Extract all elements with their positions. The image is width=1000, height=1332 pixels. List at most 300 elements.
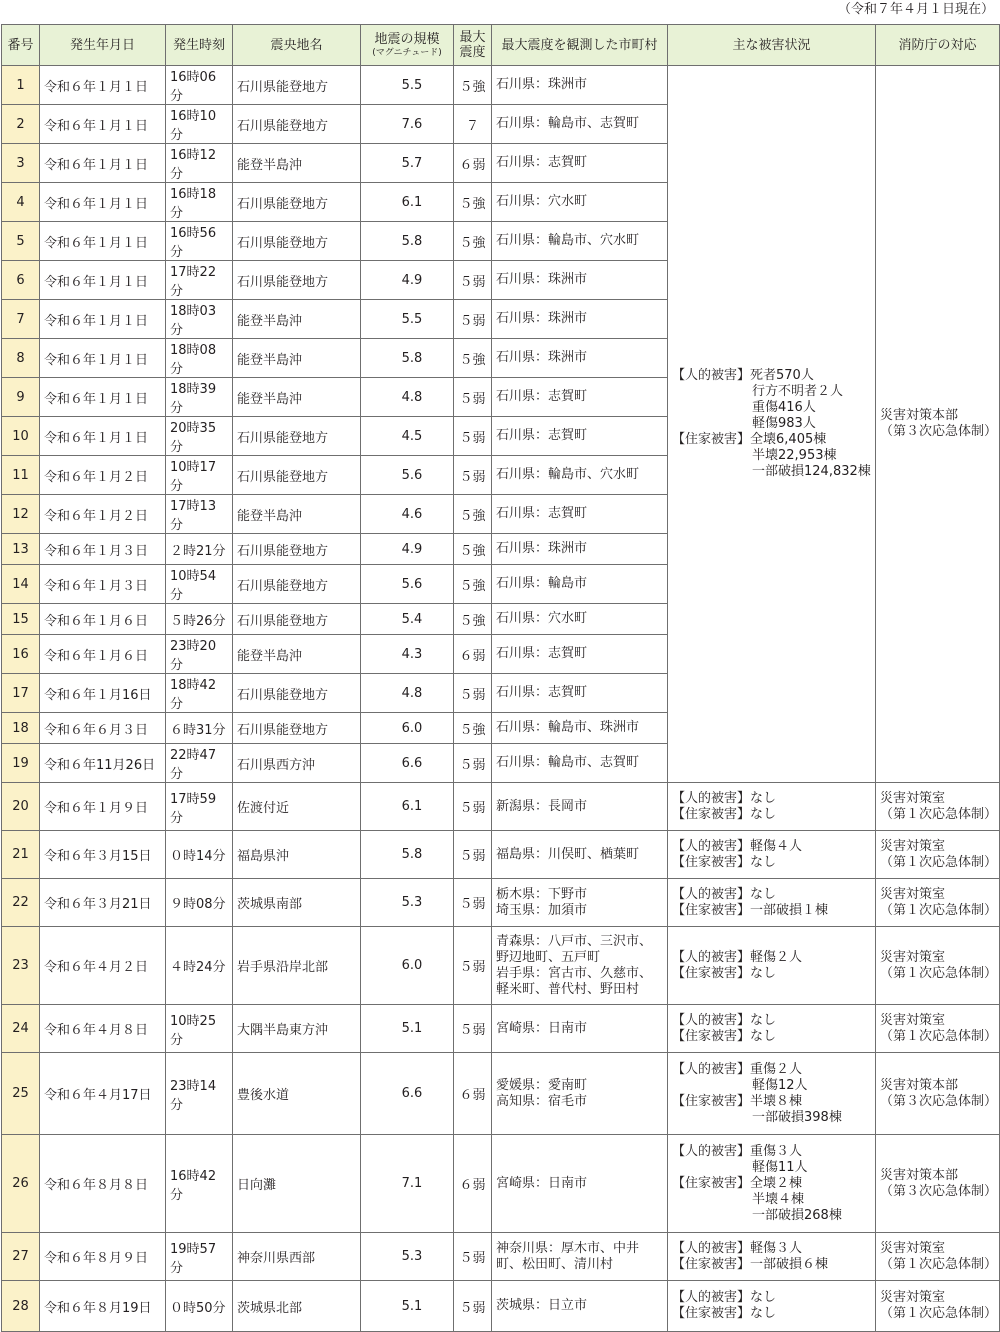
damage-value: 軽傷４人: [750, 838, 803, 854]
row-date: 令和６年３月15日: [40, 831, 166, 879]
damage-value: なし: [750, 886, 777, 902]
row-intensity: ６弱: [454, 144, 492, 183]
row-epicenter: 石川県能登地方: [233, 713, 361, 744]
row-magnitude: 4.5: [361, 417, 454, 456]
row-municipality: [492, 635, 668, 674]
row-damage: [668, 927, 876, 1005]
row-intensity: ５弱: [454, 300, 492, 339]
row-number: 15: [2, 604, 40, 635]
row-intensity: ６弱: [454, 1135, 492, 1233]
row-epicenter: 能登半島沖: [233, 378, 361, 417]
damage-value: なし: [750, 965, 777, 981]
response-line: （第１次応急体制）: [880, 965, 998, 981]
municipality-line: 石川県：輪島市、穴水町: [496, 467, 640, 482]
municipality-line: 石川県：輪島市、志賀町: [496, 116, 640, 131]
row-response: [876, 879, 1000, 927]
row-time: 16時12分: [166, 144, 233, 183]
row-number: 21: [2, 831, 40, 879]
row-magnitude: 6.1: [361, 783, 454, 831]
row-municipality: [492, 66, 668, 105]
row-time: ０時14分: [166, 831, 233, 879]
row-municipality: [492, 831, 668, 879]
row-epicenter: 茨城県南部: [233, 879, 361, 927]
row-epicenter: 石川県能登地方: [233, 105, 361, 144]
row-magnitude: 4.9: [361, 534, 454, 565]
row-intensity: ５強: [454, 183, 492, 222]
municipality-line: 石川県：輪島市、志賀町: [496, 755, 640, 770]
row-date: 令和６年６月３日: [40, 713, 166, 744]
damage-category: 【住家被害】: [672, 854, 751, 870]
damage-line: [672, 1257, 871, 1273]
row-magnitude: 5.6: [361, 565, 454, 604]
damage-line: [672, 1110, 871, 1126]
row-number: 24: [2, 1005, 40, 1053]
damage-line: [672, 966, 871, 982]
damage-value: なし: [750, 1012, 777, 1028]
table-row: [2, 1281, 1000, 1332]
row-intensity: ５強: [454, 222, 492, 261]
municipality-line: 石川県：珠洲市: [496, 541, 588, 556]
row-number: 23: [2, 927, 40, 1005]
damage-category: 【人的被害】: [672, 949, 751, 965]
municipality-line: 石川県：志賀町: [496, 428, 588, 443]
damage-line: [672, 903, 871, 919]
damage-value: なし: [750, 806, 777, 822]
row-date: 令和６年８月８日: [40, 1135, 166, 1233]
row-magnitude: 7.6: [361, 105, 454, 144]
damage-category: 【住家被害】: [672, 1306, 751, 1321]
row-magnitude: 5.8: [361, 339, 454, 378]
row-magnitude: 6.0: [361, 927, 454, 1005]
damage-line: [672, 1192, 871, 1208]
table-row: [2, 831, 1000, 879]
row-municipality: [492, 744, 668, 783]
row-magnitude: 5.5: [361, 300, 454, 339]
earthquake-table: [1, 24, 1000, 1332]
response-line: （第３次応急体制）: [880, 424, 998, 439]
response-line: 災害対策本部: [880, 1077, 959, 1093]
row-magnitude: 4.8: [361, 674, 454, 713]
row-number: 3: [2, 144, 40, 183]
row-response: [876, 1053, 1000, 1135]
row-date: 令和６年１月１日: [40, 339, 166, 378]
row-number: 25: [2, 1053, 40, 1135]
row-date: 令和６年８月19日: [40, 1281, 166, 1332]
row-intensity: ５弱: [454, 378, 492, 417]
row-intensity: ５強: [454, 534, 492, 565]
damage-line: [672, 464, 871, 480]
row-number: 11: [2, 456, 40, 495]
row-number: 12: [2, 495, 40, 534]
damage-category: 【人的被害】: [672, 886, 751, 902]
row-municipality: [492, 222, 668, 261]
damage-value: 一部破損６棟: [750, 1256, 829, 1272]
row-number: 16: [2, 635, 40, 674]
row-time: 20時35分: [166, 417, 233, 456]
row-epicenter: 大隅半島東方沖: [233, 1005, 361, 1053]
damage-category: 【人的被害】: [672, 838, 751, 854]
damage-category: 【住家被害】: [672, 965, 751, 981]
row-municipality: [492, 417, 668, 456]
municipality-line: 岩手県：宮古市、久慈市、: [496, 965, 653, 981]
municipality-line: 石川県：珠洲市: [496, 272, 588, 287]
municipality-line: 宮崎県：日南市: [496, 1020, 588, 1036]
row-date: 令和６年３月21日: [40, 879, 166, 927]
row-number: 27: [2, 1233, 40, 1281]
row-intensity: ５弱: [454, 1233, 492, 1281]
row-magnitude: 5.1: [361, 1281, 454, 1332]
row-epicenter: 能登半島沖: [233, 339, 361, 378]
row-date: 令和６年１月３日: [40, 565, 166, 604]
row-intensity: ５強: [454, 495, 492, 534]
damage-category: 【住家被害】: [672, 1093, 751, 1109]
row-municipality: [492, 604, 668, 635]
damage-category: 【人的被害】: [672, 368, 751, 383]
row-epicenter: 石川県能登地方: [233, 604, 361, 635]
damage-value: 重傷416人: [752, 400, 816, 415]
damage-value: 軽傷３人: [750, 1240, 803, 1256]
row-municipality: [492, 713, 668, 744]
row-intensity: ５弱: [454, 261, 492, 300]
municipality-line: 石川県：志賀町: [496, 155, 588, 170]
municipality-line: 石川県：志賀町: [496, 646, 588, 661]
table-body: [2, 66, 1000, 1332]
municipality-line: 石川県：志賀町: [496, 685, 588, 700]
municipality-line: 石川県：輪島市、穴水町: [496, 233, 640, 248]
row-damage: [668, 879, 876, 927]
row-damage: [668, 1135, 876, 1233]
row-intensity: ５強: [454, 565, 492, 604]
row-date: 令和６年１月１日: [40, 222, 166, 261]
row-time: ６時31分: [166, 713, 233, 744]
row-epicenter: 能登半島沖: [233, 300, 361, 339]
row-municipality: [492, 1281, 668, 1332]
response-line: 災害対策室: [880, 949, 946, 965]
row-epicenter: 日向灘: [233, 1135, 361, 1233]
table-row: [2, 1053, 1000, 1135]
damage-line: [672, 368, 871, 384]
row-epicenter: 神奈川県西部: [233, 1233, 361, 1281]
damage-category: 【人的被害】: [672, 790, 751, 806]
row-municipality: [492, 783, 668, 831]
table-row: [2, 1005, 1000, 1053]
row-magnitude: 4.8: [361, 378, 454, 417]
damage-line: [672, 1241, 871, 1257]
row-municipality: [492, 1233, 668, 1281]
municipality-line: 軽米町、普代村、野田村: [496, 981, 640, 997]
row-time: 16時56分: [166, 222, 233, 261]
municipality-line: 宮崎県：日南市: [496, 1175, 588, 1191]
row-number: 17: [2, 674, 40, 713]
row-number: 7: [2, 300, 40, 339]
row-time: 10時25分: [166, 1005, 233, 1053]
row-damage: [668, 1053, 876, 1135]
damage-value: なし: [750, 790, 777, 806]
row-epicenter: 石川県能登地方: [233, 456, 361, 495]
damage-value: 半壊22,953棟: [752, 448, 837, 463]
row-epicenter: 能登半島沖: [233, 144, 361, 183]
damage-value: 全壊6,405棟: [750, 432, 827, 447]
table-row: [2, 783, 1000, 831]
damage-value: 重傷３人: [750, 1143, 803, 1159]
row-intensity: ５弱: [454, 744, 492, 783]
row-time: ５時26分: [166, 604, 233, 635]
row-magnitude: 5.4: [361, 604, 454, 635]
row-municipality: [492, 339, 668, 378]
row-time: 16時18分: [166, 183, 233, 222]
row-epicenter: 石川県能登地方: [233, 66, 361, 105]
row-magnitude: 4.9: [361, 261, 454, 300]
row-magnitude: 6.0: [361, 713, 454, 744]
row-time: 10時17分: [166, 456, 233, 495]
municipality-line: 石川県：珠洲市: [496, 311, 588, 326]
row-magnitude: 5.5: [361, 66, 454, 105]
row-epicenter: 石川県能登地方: [233, 261, 361, 300]
row-epicenter: 石川県能登地方: [233, 222, 361, 261]
row-magnitude: 5.7: [361, 144, 454, 183]
damage-line: [672, 1078, 871, 1094]
header-no: 番号: [2, 25, 40, 66]
row-epicenter: 石川県能登地方: [233, 183, 361, 222]
damage-line: [672, 1094, 871, 1110]
row-municipality: [492, 378, 668, 417]
municipality-line: 石川県：輪島市、珠洲市: [496, 720, 640, 735]
row-magnitude: 5.8: [361, 222, 454, 261]
header-magnitude: [361, 25, 454, 66]
municipality-line: 野辺地町、五戸町: [496, 949, 601, 965]
row-magnitude: 5.8: [361, 831, 454, 879]
damage-value: 死者570人: [750, 368, 814, 383]
municipality-line: 青森県：八戸市、三沢市、: [496, 933, 653, 949]
row-date: 令和６年４月８日: [40, 1005, 166, 1053]
damage-value: 軽傷983人: [752, 416, 816, 431]
municipality-line: 町、松田町、清川村: [496, 1256, 614, 1272]
row-number: 22: [2, 879, 40, 927]
response-line: （第１次応急体制）: [880, 1028, 998, 1044]
row-date: 令和６年１月２日: [40, 495, 166, 534]
row-municipality: [492, 144, 668, 183]
damage-category: 【人的被害】: [672, 1240, 751, 1256]
damage-line: [672, 448, 871, 464]
row-response: [876, 1135, 1000, 1233]
row-time: 17時59分: [166, 783, 233, 831]
damage-category: 【住家被害】: [672, 432, 751, 447]
row-intensity: ５弱: [454, 879, 492, 927]
row-number: 10: [2, 417, 40, 456]
damage-line: [672, 887, 871, 903]
damage-line: [672, 855, 871, 871]
response-line: 災害対策室: [880, 886, 946, 902]
row-intensity: ５弱: [454, 1005, 492, 1053]
row-municipality: [492, 456, 668, 495]
row-epicenter: 岩手県沿岸北部: [233, 927, 361, 1005]
row-municipality: [492, 1005, 668, 1053]
row-date: 令和６年１月９日: [40, 783, 166, 831]
row-magnitude: 6.6: [361, 1053, 454, 1135]
municipality-line: 栃木県：下野市: [496, 886, 588, 902]
damage-line: [672, 384, 871, 400]
row-time: 18時08分: [166, 339, 233, 378]
row-municipality: [492, 261, 668, 300]
damage-category: 【住家被害】: [672, 1028, 751, 1044]
damage-line: [672, 1208, 871, 1224]
row-response: [876, 1281, 1000, 1332]
header-max-intensity-l2: 震度: [459, 45, 486, 60]
damage-value: 一部破損268棟: [752, 1207, 842, 1223]
row-time: 18時03分: [166, 300, 233, 339]
row-damage: [668, 831, 876, 879]
damage-value: 一部破損398棟: [752, 1109, 842, 1125]
response-line: （第１次応急体制）: [880, 902, 998, 918]
damage-category: 【人的被害】: [672, 1061, 751, 1077]
table-row: [2, 66, 1000, 105]
row-intensity: ５強: [454, 604, 492, 635]
row-time: 18時42分: [166, 674, 233, 713]
header-max-intensity: [454, 25, 492, 66]
row-date: 令和６年１月１日: [40, 144, 166, 183]
damage-line: [672, 1062, 871, 1078]
row-date: 令和６年１月１日: [40, 261, 166, 300]
row-magnitude: 7.1: [361, 1135, 454, 1233]
noto-damage-summary: [668, 66, 876, 783]
row-damage: [668, 1281, 876, 1332]
row-epicenter: 石川県能登地方: [233, 417, 361, 456]
row-intensity: ５強: [454, 66, 492, 105]
response-line: 災害対策室: [880, 838, 946, 854]
damage-line: [672, 1306, 871, 1322]
row-intensity: ５弱: [454, 674, 492, 713]
municipality-line: 石川県：穴水町: [496, 611, 588, 626]
row-time: ２時21分: [166, 534, 233, 565]
row-epicenter: 福島県沖: [233, 831, 361, 879]
row-date: 令和６年１月１日: [40, 66, 166, 105]
response-line: 災害対策室: [880, 1240, 946, 1256]
row-municipality: [492, 1053, 668, 1135]
damage-value: 半壊８棟: [750, 1093, 803, 1109]
damage-line: [672, 432, 871, 448]
row-time: ９時08分: [166, 879, 233, 927]
row-municipality: [492, 300, 668, 339]
damage-line: [672, 1290, 871, 1306]
row-time: 16時06分: [166, 66, 233, 105]
header-row: [2, 25, 1000, 66]
row-number: 1: [2, 66, 40, 105]
response-line: （第３次応急体制）: [880, 1093, 998, 1109]
response-line: （第３次応急体制）: [880, 1183, 998, 1199]
row-intensity: ５弱: [454, 927, 492, 1005]
damage-value: 軽傷２人: [750, 949, 803, 965]
municipality-line: 新潟県：長岡市: [496, 798, 588, 814]
header-response: 消防庁の対応: [876, 25, 1000, 66]
damage-category: 【人的被害】: [672, 1143, 751, 1159]
response-line: （第１次応急体制）: [880, 1306, 998, 1321]
damage-value: なし: [750, 1306, 777, 1321]
row-number: 19: [2, 744, 40, 783]
row-time: 23時14分: [166, 1053, 233, 1135]
row-magnitude: 5.1: [361, 1005, 454, 1053]
damage-value: なし: [750, 854, 777, 870]
row-number: 8: [2, 339, 40, 378]
response-line: 災害対策本部: [880, 408, 959, 423]
header-date: 発生年月日: [40, 25, 166, 66]
row-intensity: ５強: [454, 713, 492, 744]
row-number: 14: [2, 565, 40, 604]
row-intensity: ５弱: [454, 417, 492, 456]
damage-value: 一部破損１棟: [750, 902, 829, 918]
noto-response: [876, 66, 1000, 783]
row-epicenter: 石川県能登地方: [233, 674, 361, 713]
response-line: 災害対策室: [880, 790, 946, 806]
damage-category: 【住家被害】: [672, 1256, 751, 1272]
row-epicenter: 能登半島沖: [233, 495, 361, 534]
row-magnitude: 5.3: [361, 1233, 454, 1281]
header-damage: 主な被害状況: [668, 25, 876, 66]
row-time: 17時13分: [166, 495, 233, 534]
header-epicenter: 震央地名: [233, 25, 361, 66]
row-number: 28: [2, 1281, 40, 1332]
row-time: 16時42分: [166, 1135, 233, 1233]
damage-value: 重傷２人: [750, 1061, 803, 1077]
row-municipality: [492, 1135, 668, 1233]
damage-value: 全壊２棟: [750, 1175, 803, 1191]
row-epicenter: 石川県西方沖: [233, 744, 361, 783]
row-date: 令和６年４月２日: [40, 927, 166, 1005]
row-magnitude: 4.6: [361, 495, 454, 534]
row-date: 令和６年１月６日: [40, 635, 166, 674]
row-magnitude: 6.6: [361, 744, 454, 783]
row-time: 22時47分: [166, 744, 233, 783]
header-municipality: 最大震度を観測した市町村: [492, 25, 668, 66]
damage-category: 【住家被害】: [672, 806, 751, 822]
table-row: [2, 879, 1000, 927]
municipality-line: 埼玉県：加須市: [496, 902, 588, 918]
row-municipality: [492, 927, 668, 1005]
row-time: 16時10分: [166, 105, 233, 144]
row-date: 令和６年１月６日: [40, 604, 166, 635]
row-magnitude: 6.1: [361, 183, 454, 222]
row-intensity: ５弱: [454, 1281, 492, 1332]
row-number: 20: [2, 783, 40, 831]
municipality-line: 石川県：穴水町: [496, 194, 588, 209]
damage-category: 【住家被害】: [672, 902, 751, 918]
as-of-date: （令和７年４月１日現在）: [837, 2, 994, 17]
row-date: 令和６年１月１日: [40, 105, 166, 144]
municipality-line: 茨城県：日立市: [496, 1298, 588, 1313]
row-number: 9: [2, 378, 40, 417]
row-date: 令和６年１月16日: [40, 674, 166, 713]
municipality-line: 石川県：珠洲市: [496, 77, 588, 92]
row-time: ４時24分: [166, 927, 233, 1005]
row-municipality: [492, 534, 668, 565]
response-line: 災害対策本部: [880, 1167, 959, 1183]
row-intensity: ５強: [454, 339, 492, 378]
row-number: 18: [2, 713, 40, 744]
row-magnitude: 5.6: [361, 456, 454, 495]
municipality-line: 石川県：珠洲市: [496, 350, 588, 365]
row-damage: [668, 1233, 876, 1281]
row-intensity: ６弱: [454, 1053, 492, 1135]
header-time: 発生時刻: [166, 25, 233, 66]
damage-category: 【人的被害】: [672, 1012, 751, 1028]
header-magnitude-sub: (マグニチュード): [372, 47, 442, 58]
damage-category: 【住家被害】: [672, 1175, 751, 1191]
row-number: 13: [2, 534, 40, 565]
row-response: [876, 783, 1000, 831]
row-intensity: ５弱: [454, 456, 492, 495]
row-damage: [668, 783, 876, 831]
row-intensity: ６弱: [454, 635, 492, 674]
row-date: 令和６年１月２日: [40, 456, 166, 495]
